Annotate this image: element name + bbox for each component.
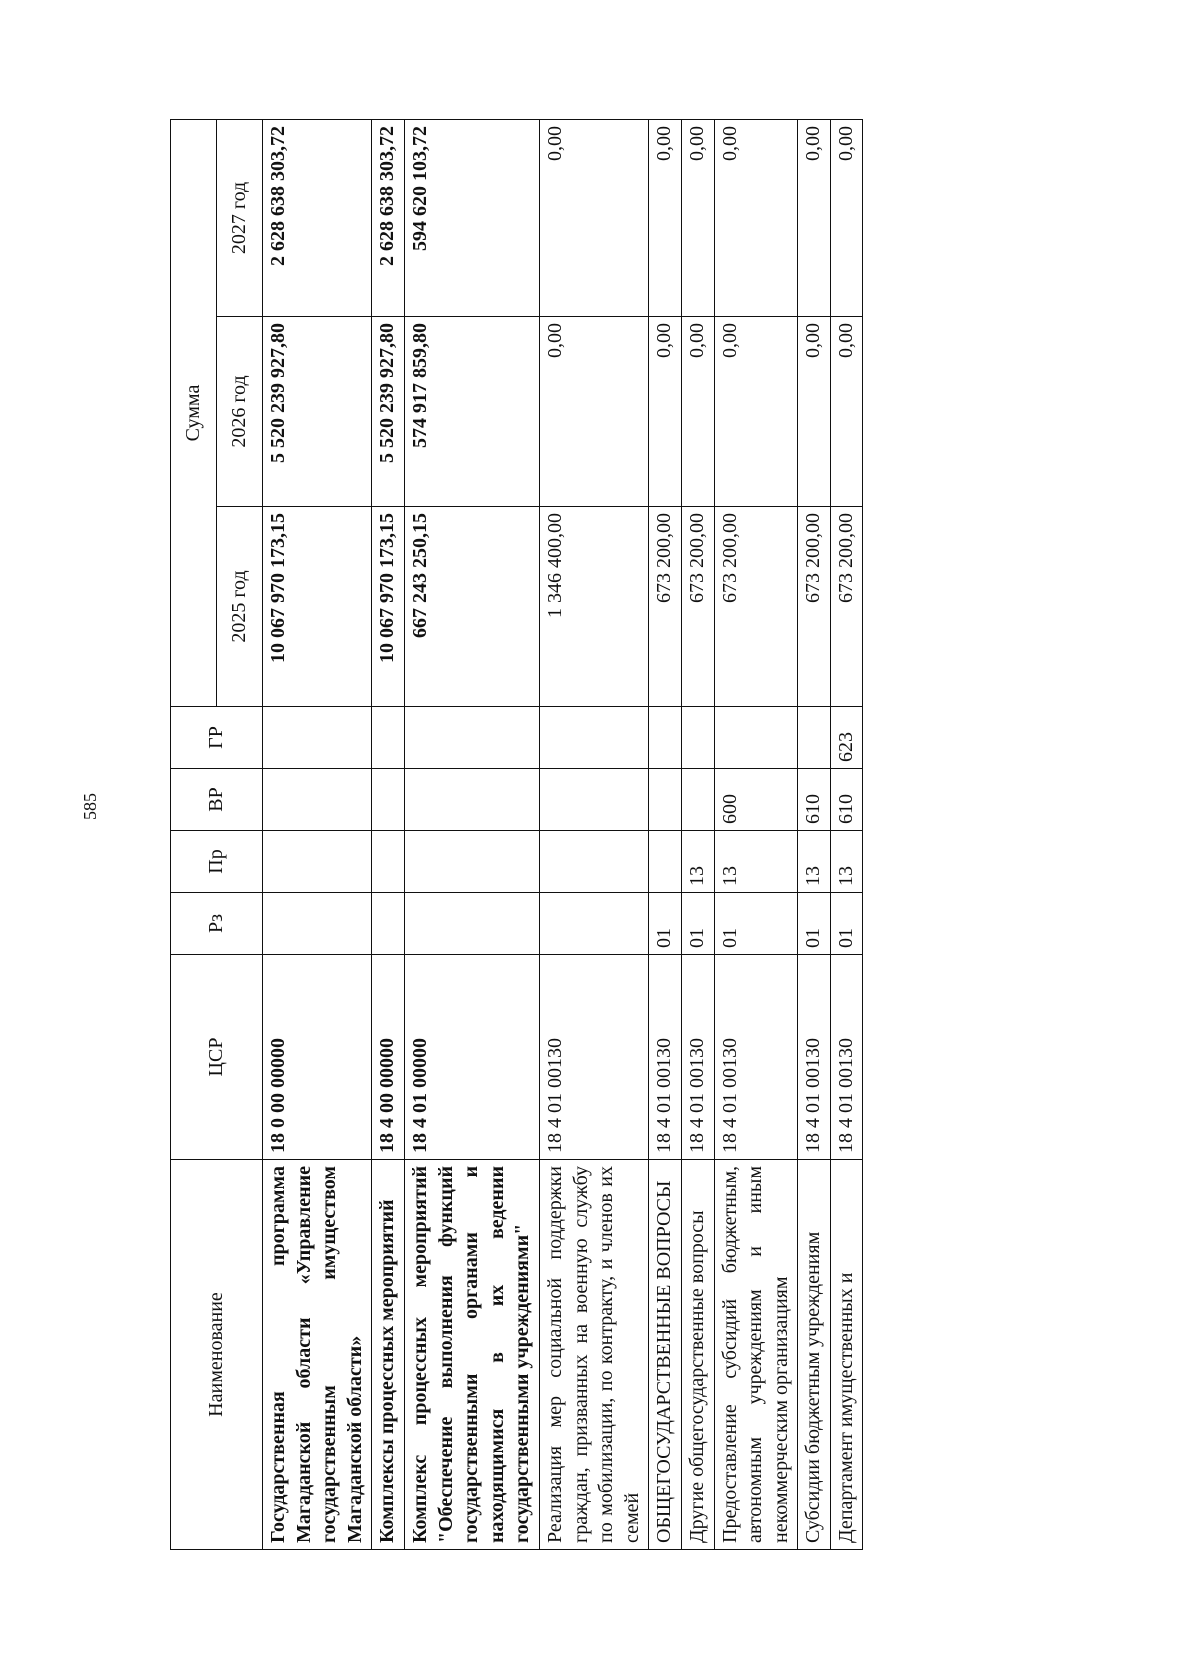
row-2026-cell: 5 520 239 927,80 xyxy=(263,317,372,507)
row-name-cell: ОБЩЕГОСУДАРСТВЕННЫЕ ВОПРОСЫ xyxy=(649,1160,682,1550)
row-rz-cell xyxy=(263,893,372,955)
row-vr-cell xyxy=(372,769,405,831)
row-2025-cell: 673 200,00 xyxy=(798,507,831,707)
row-2025-cell: 10 067 970 173,15 xyxy=(263,507,372,707)
row-rz-cell: 01 xyxy=(830,893,863,955)
row-2026-cell: 5 520 239 927,80 xyxy=(372,317,405,507)
row-rz-cell: 01 xyxy=(649,893,682,955)
row-gr-cell xyxy=(681,707,714,769)
table-row xyxy=(539,119,648,1549)
header-2026: 2026 год xyxy=(217,317,263,507)
table-row xyxy=(404,119,539,1549)
row-vr-cell xyxy=(649,769,682,831)
row-csr-cell: 18 4 00 00000 xyxy=(372,955,405,1160)
row-gr-cell xyxy=(263,707,372,769)
row-2027-cell: 0,00 xyxy=(830,119,863,316)
row-2026-cell: 0,00 xyxy=(798,317,831,507)
row-2026-cell: 0,00 xyxy=(714,317,798,507)
row-2027-cell: 0,00 xyxy=(714,119,798,316)
row-name-cell: Комплекс процессных мероприятий "Обеспечение выполнения функций государственными органами и находящимися в их ведении государственными учреждениями" xyxy=(404,1160,539,1550)
row-2025-cell: 673 200,00 xyxy=(714,507,798,707)
row-2026-cell: 574 917 859,80 xyxy=(404,317,539,507)
row-2027-cell: 0,00 xyxy=(681,119,714,316)
row-pr-cell xyxy=(404,831,539,893)
row-2027-cell: 594 620 103,72 xyxy=(404,119,539,316)
row-vr-cell: 610 xyxy=(798,769,831,831)
header-rz: Рз xyxy=(171,893,263,955)
row-vr-cell: 600 xyxy=(714,769,798,831)
row-vr-cell xyxy=(539,769,648,831)
table-row xyxy=(714,119,798,1549)
row-pr-cell xyxy=(649,831,682,893)
header-vr: ВР xyxy=(171,769,263,831)
table-row xyxy=(798,119,831,1549)
row-2027-cell: 0,00 xyxy=(649,119,682,316)
row-gr-cell xyxy=(404,707,539,769)
row-2027-cell: 2 628 638 303,72 xyxy=(263,119,372,316)
row-name-cell: Предоставление субсидий бюджетным, автономным учреждениям и иным некоммерческим организациям xyxy=(714,1160,798,1550)
header-name: Наименование xyxy=(171,1160,263,1550)
row-rz-cell: 01 xyxy=(714,893,798,955)
row-csr-cell: 18 4 01 00130 xyxy=(798,955,831,1160)
row-2026-cell: 0,00 xyxy=(681,317,714,507)
header-gr: ГР xyxy=(171,707,263,769)
row-csr-cell: 18 4 01 00000 xyxy=(404,955,539,1160)
row-2025-cell: 673 200,00 xyxy=(830,507,863,707)
row-2027-cell: 0,00 xyxy=(539,119,648,316)
row-pr-cell: 13 xyxy=(714,831,798,893)
table-row xyxy=(372,119,405,1549)
row-name-cell: Департамент имущественных и xyxy=(830,1160,863,1550)
row-csr-cell: 18 4 01 00130 xyxy=(714,955,798,1160)
budget-table xyxy=(170,119,863,1550)
row-pr-cell xyxy=(263,831,372,893)
row-csr-cell: 18 4 01 00130 xyxy=(649,955,682,1160)
row-vr-cell: 610 xyxy=(830,769,863,831)
header-2027: 2027 год xyxy=(217,119,263,316)
row-name-cell: Комплексы процессных мероприятий xyxy=(372,1160,405,1550)
row-2026-cell: 0,00 xyxy=(539,317,648,507)
budget-table-container xyxy=(170,120,1130,1550)
row-gr-cell xyxy=(539,707,648,769)
row-gr-cell: 623 xyxy=(830,707,863,769)
row-pr-cell xyxy=(539,831,648,893)
page-number: 585 xyxy=(80,793,100,820)
row-2025-cell: 1 346 400,00 xyxy=(539,507,648,707)
row-rz-cell xyxy=(372,893,405,955)
row-rz-cell xyxy=(404,893,539,955)
row-vr-cell xyxy=(681,769,714,831)
row-csr-cell: 18 4 01 00130 xyxy=(539,955,648,1160)
row-csr-cell: 18 4 01 00130 xyxy=(681,955,714,1160)
row-vr-cell xyxy=(263,769,372,831)
table-row xyxy=(263,119,372,1549)
row-pr-cell: 13 xyxy=(830,831,863,893)
table-row xyxy=(830,119,863,1549)
row-csr-cell: 18 4 01 00130 xyxy=(830,955,863,1160)
row-rz-cell xyxy=(539,893,648,955)
row-gr-cell xyxy=(714,707,798,769)
table-row xyxy=(649,119,682,1549)
row-2025-cell: 673 200,00 xyxy=(649,507,682,707)
row-2027-cell: 0,00 xyxy=(798,119,831,316)
row-name-cell: Государственная программа Магаданской области «Управление государственным имуществом Магаданской области» xyxy=(263,1160,372,1550)
row-2027-cell: 2 628 638 303,72 xyxy=(372,119,405,316)
row-2025-cell: 673 200,00 xyxy=(681,507,714,707)
row-vr-cell xyxy=(404,769,539,831)
row-pr-cell: 13 xyxy=(681,831,714,893)
row-gr-cell xyxy=(798,707,831,769)
row-name-cell: Другие общегосударственные вопросы xyxy=(681,1160,714,1550)
header-csr: ЦСР xyxy=(171,955,263,1160)
row-gr-cell xyxy=(649,707,682,769)
header-pr: Пр xyxy=(171,831,263,893)
table-row xyxy=(681,119,714,1549)
row-2026-cell: 0,00 xyxy=(830,317,863,507)
row-pr-cell xyxy=(372,831,405,893)
row-pr-cell: 13 xyxy=(798,831,831,893)
row-2026-cell: 0,00 xyxy=(649,317,682,507)
row-rz-cell: 01 xyxy=(681,893,714,955)
row-csr-cell: 18 0 00 00000 xyxy=(263,955,372,1160)
row-name-cell: Реализация мер социальной поддержки граждан, призванных на военную службу по мобилизации, по контракту, и членов их семей xyxy=(539,1160,648,1550)
row-2025-cell: 667 243 250,15 xyxy=(404,507,539,707)
row-2025-cell: 10 067 970 173,15 xyxy=(372,507,405,707)
header-2025: 2025 год xyxy=(217,507,263,707)
header-sum: Сумма xyxy=(171,119,217,706)
row-rz-cell: 01 xyxy=(798,893,831,955)
row-name-cell: Субсидии бюджетным учреждениям xyxy=(798,1160,831,1550)
row-gr-cell xyxy=(372,707,405,769)
